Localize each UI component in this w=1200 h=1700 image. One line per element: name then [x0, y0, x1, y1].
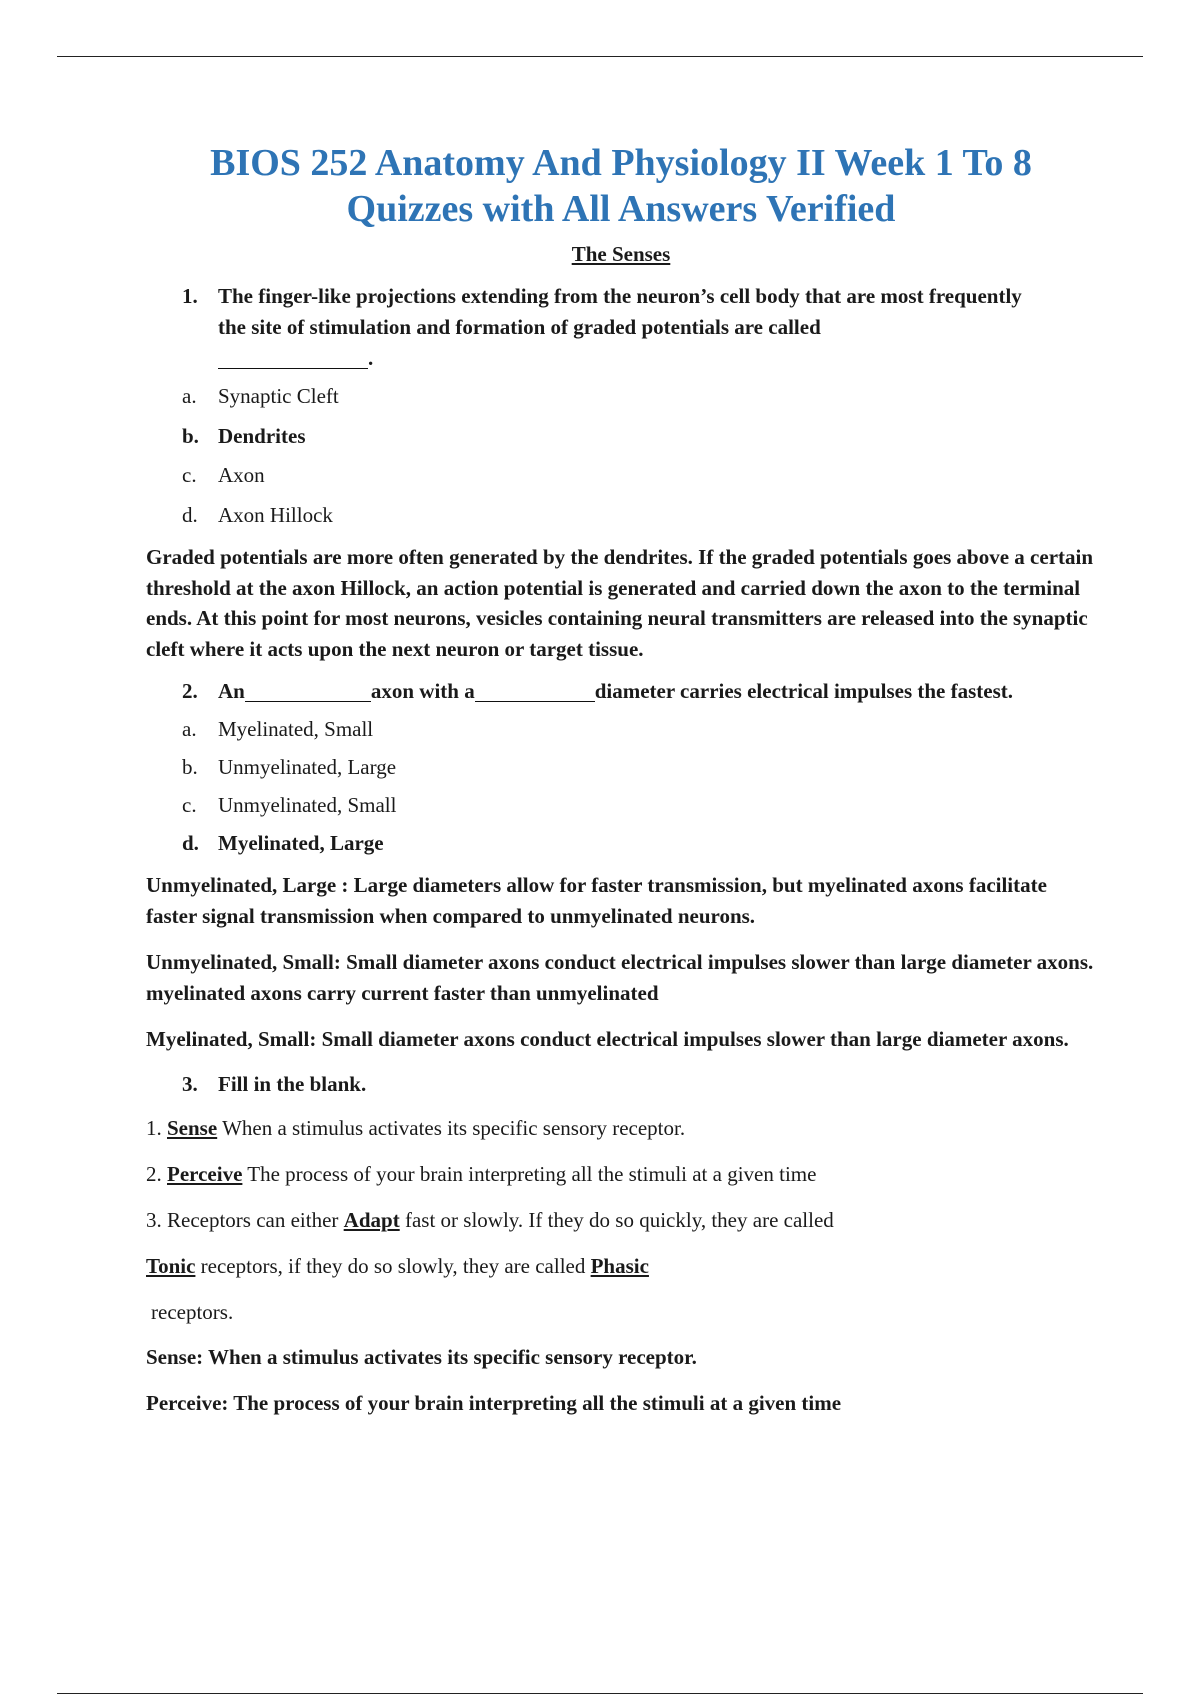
section-heading: The Senses	[571, 242, 671, 266]
explanation-unmyelinated-large: Unmyelinated, Large : Large diameters allow for faster transmission, but myelinated axons facilitate faster signal transmission when compared to unmyelinated neurons.	[146, 873, 1047, 928]
summary-sense: Sense: When a stimulus activates its specific sensory receptor.	[146, 1344, 697, 1369]
option-b-correct: b. Dendrites	[182, 424, 306, 448]
explanation-unmyelinated-small: Unmyelinated, Small: Small diameter axons conduct electrical impulses slower than large diameter axons. myelinated axons carry current faster than unmyelinated	[146, 950, 1094, 1005]
question-3: 3. Fill in the blank.	[182, 1071, 367, 1096]
summary-perceive: Perceive: The process of your brain interpreting all the stimuli at a given time	[146, 1391, 842, 1415]
answer-blank	[475, 679, 595, 702]
document-body	[146, 140, 1096, 1419]
answer-blank	[245, 679, 371, 702]
option-d: d. Axon Hillock	[182, 503, 333, 527]
footer-rule	[57, 1693, 1143, 1694]
question-1-explanation: Graded potentials are more often generated by the dendrites. If the graded potentials goes above a certain threshold at the axon Hillock, an action potential is generated and carried down the axon to the terminal ends. At this point for most neurons, vesicles containing neural transmitters are released into the synaptic cleft where it acts upon the next neuron or target tissue.	[146, 545, 1094, 661]
document-title: BIOS 252 Anatomy And Physiology II Week 1 To 8 Quizzes with All Answers Verified	[210, 142, 1032, 230]
header-rule	[57, 56, 1143, 57]
option-c: c. Axon	[182, 463, 265, 487]
option-d-correct: d. Myelinated, Large	[182, 831, 384, 855]
fill-line-4: Tonic receptors, if they do so slowly, they are called Phasic	[146, 1253, 649, 1278]
answer-blank	[218, 346, 368, 369]
fill-line-5: receptors.	[151, 1299, 234, 1324]
question-2: 2. An axon with a diameter carries electrical impulses the fastest.	[182, 679, 1014, 703]
fill-line-2: 2. Perceive The process of your brain interpreting all the stimuli at a given time	[146, 1161, 817, 1186]
option-a: a. Synaptic Cleft	[182, 384, 339, 408]
option-c: c. Unmyelinated, Small	[182, 793, 397, 817]
option-b: b. Unmyelinated, Large	[182, 755, 397, 779]
fill-line-3: 3. Receptors can either Adapt fast or slowly. If they do so quickly, they are called	[146, 1207, 834, 1232]
option-a: a. Myelinated, Small	[182, 717, 374, 741]
explanation-myelinated-small: Myelinated, Small: Small diameter axons conduct electrical impulses slower than large diameter axons.	[146, 1027, 1069, 1051]
question-1: 1. The finger-like projections extending from the neuron’s cell body that are most frequently the site of stimulation and formation of graded potentials are called .	[182, 284, 1022, 370]
fill-line-1: 1. Sense When a stimulus activates its specific sensory receptor.	[146, 1115, 686, 1140]
question-1-text: The finger-like projections extending from the neuron’s cell body that are most frequently the site of stimulation and formation of graded potentials are called	[218, 284, 1022, 339]
